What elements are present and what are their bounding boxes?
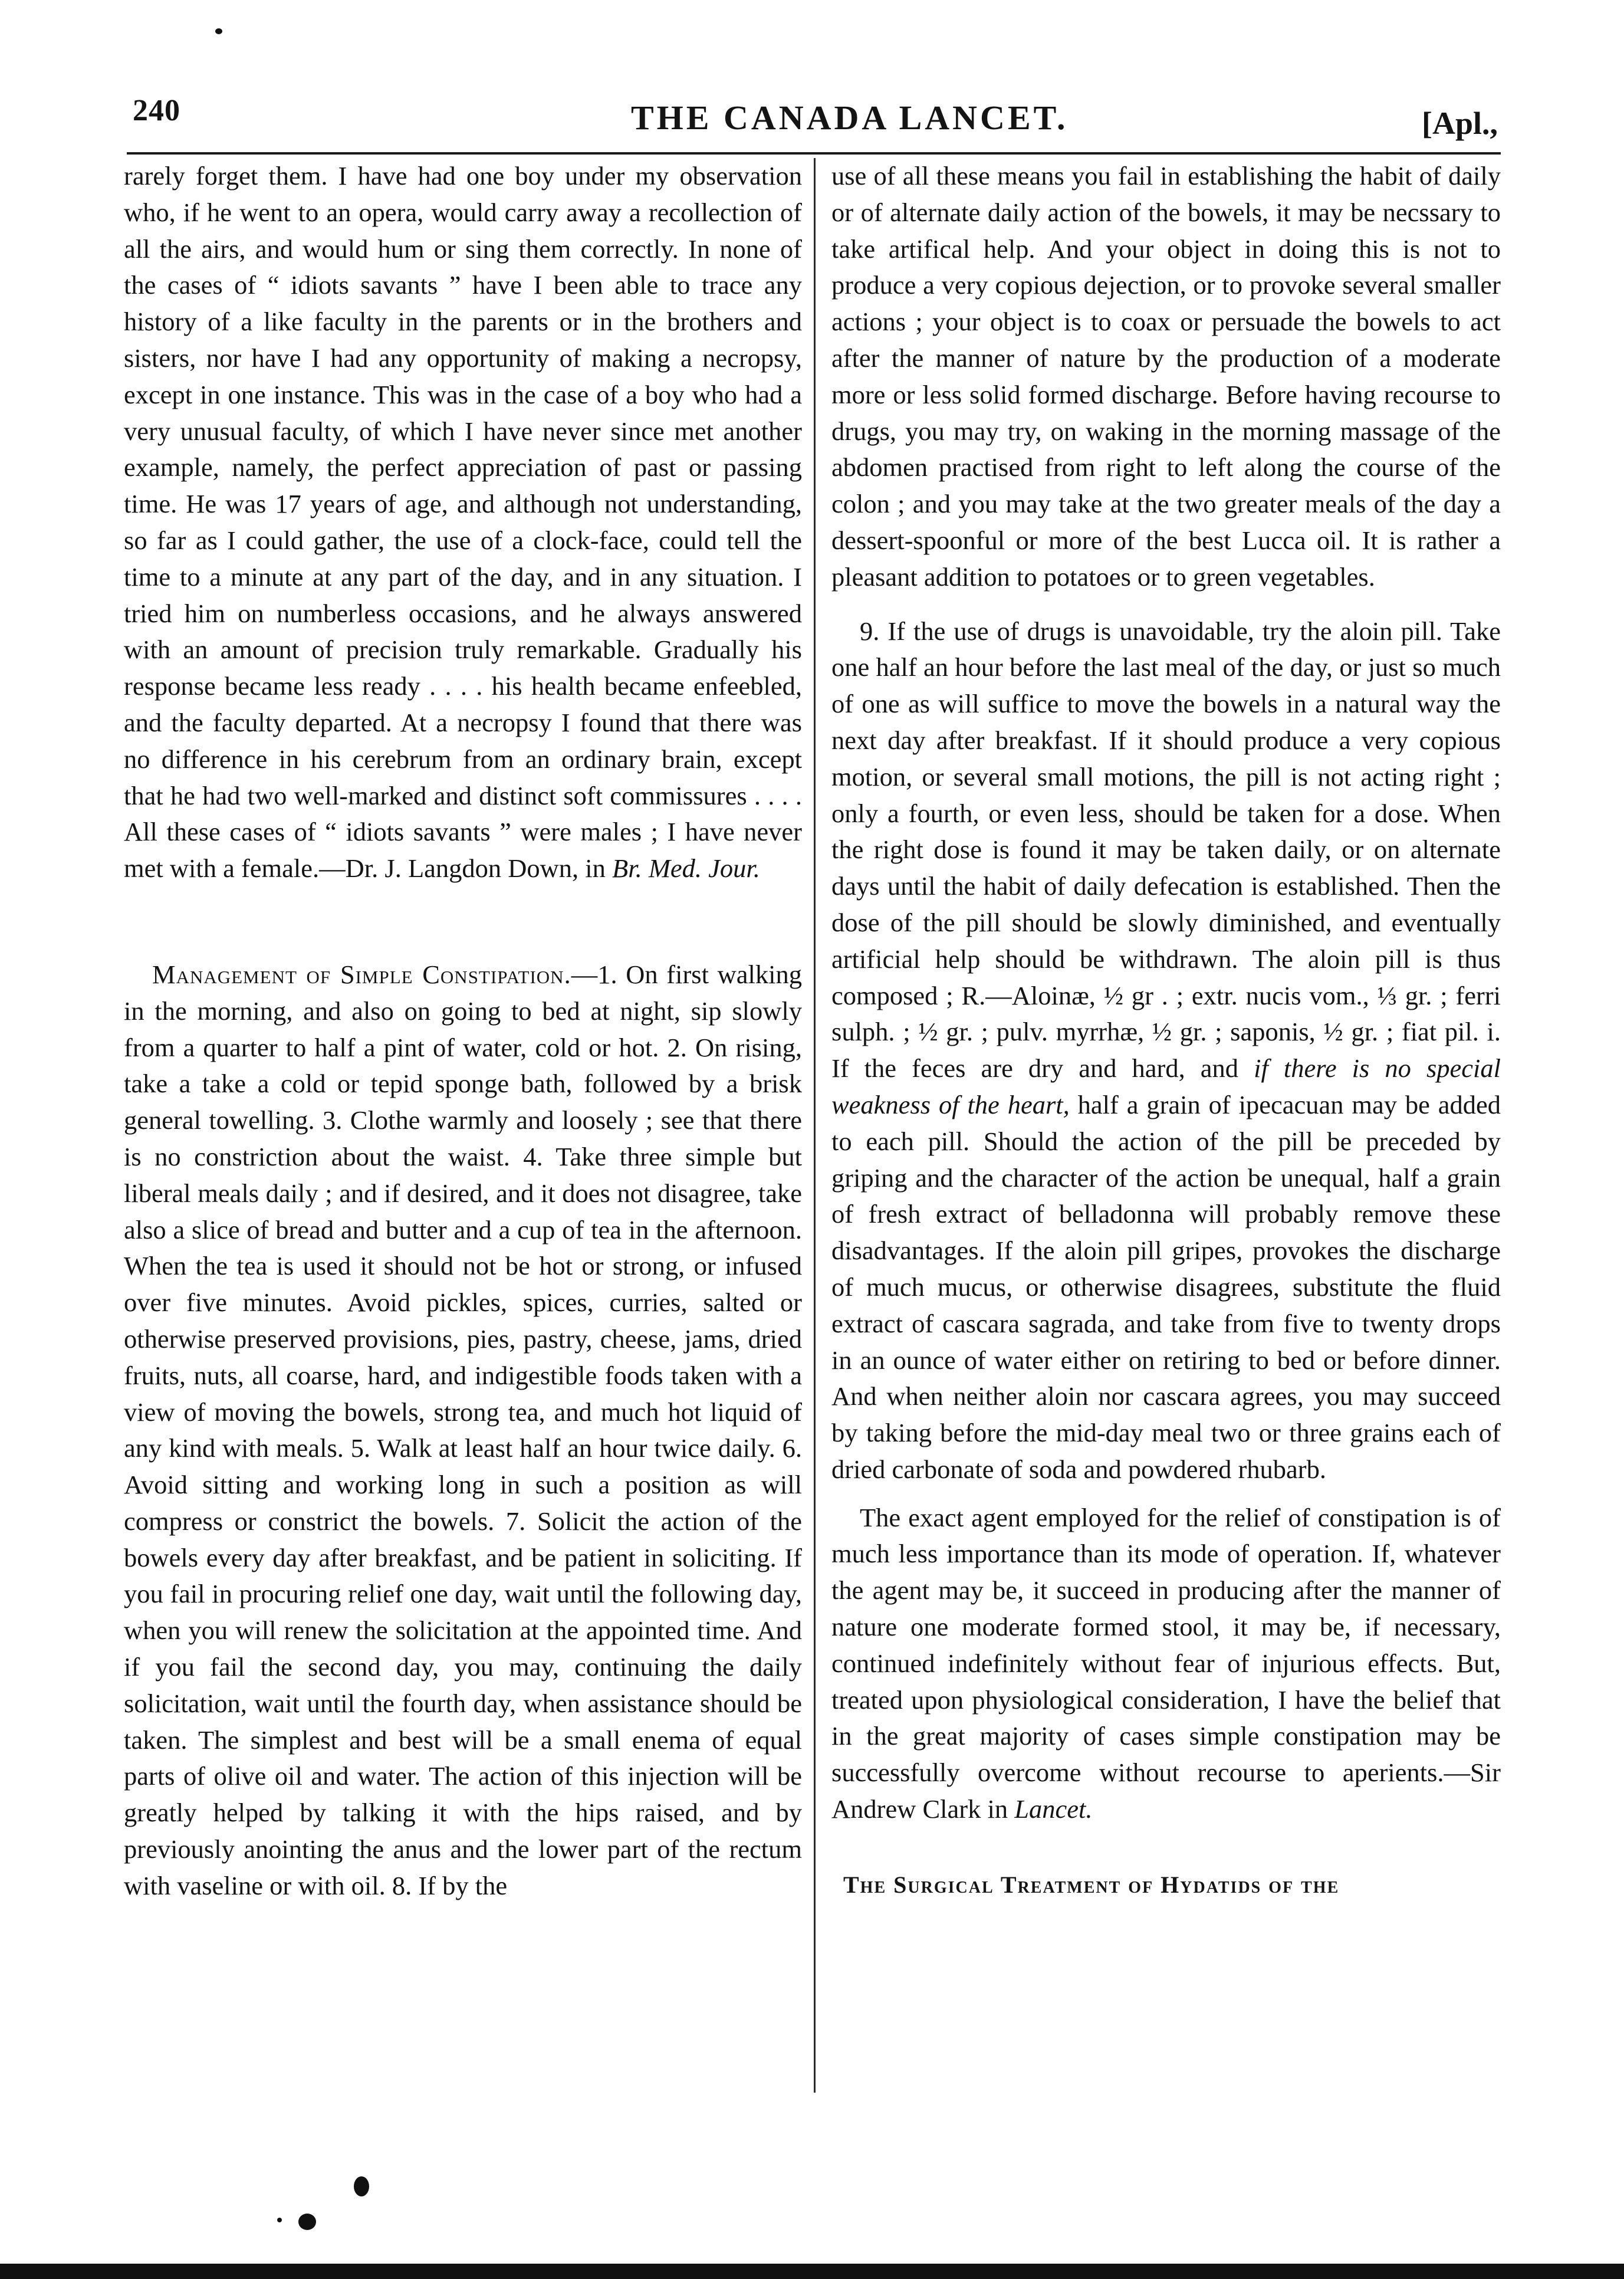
lancet-citation: Lancet. [1014, 1794, 1093, 1824]
constipation-paragraph [124, 957, 802, 1904]
running-title: THE CANADA LANCET. [631, 98, 1069, 137]
right-column [831, 158, 1501, 1903]
aloin-text-b: half a grain of ipecacuan may be added to each pill. Should the action of the pill be preceded by griping and the character of the action be unequal, half a grain of fresh extract of belladonna will probably remove these disadvantages. If the aloin pill gripes, provokes the discharge of much mucus, or otherwise disagrees, substitute the fluid extract of cascara sagrada, and take from five to twenty drops in an ounce of water either on retiring to bed or before dinner. And when neither aloin nor cascara agrees, you may succeed by taking before the mid-day meal two or three grains each of dried carbonate of soda and powdered rhubarb. [831, 1089, 1501, 1484]
next-section-heading: The Surgical Treatment of Hydatids of the [843, 1871, 1340, 1898]
page-number: 240 [133, 94, 180, 127]
italic-phrase: if there is no special weakness of the heart, [831, 1053, 1501, 1119]
conclusion-text: The exact agent employed for the relief of constipation is of much less importance than its mode of operation. If, whatever the agent may be, it succeed in producing after the manner of nature one moderate formed stool, it may be, if necessary, continued indefinitely without fear of injurious effects. But, treated upon physiological consideration, I have the belief that in the great majority of cases simple constipation may be successfully overcome without recourse to aperients.—Sir Andrew Clark in [831, 1502, 1501, 1824]
idiots-savants-paragraph [124, 158, 802, 887]
paragraph-spacer [831, 1488, 1501, 1500]
aloin-text-a: 9. If the use of drugs is unavoidable, try the aloin pill. Take one half an hour before the last meal of the day, or just so much of one as will suffice to move the bowels in a natural way the next day after breakfast. If it should produce a very copious motion, or several small motions, the pill is not acting right ; only a fourth, or even less, should be taken for a dose. When the right dose is found it may be taken daily, or on alternate days until the habit of daily defecation is established. Then the dose of the pill should be slowly diminished, and eventually artificial help should be withdrawn. The aloin pill is thus composed ; R.—Aloinæ, ½ gr . ; extr. nucis vom., ⅓ gr. ; ferri sulph. ; ½ gr. ; pulv. myrrhæ, ½ gr. ; saponis, ½ gr. ; fiat pil. i. If the feces are dry and hard, and [831, 616, 1501, 1083]
idiots-savants-text: rarely forget them. I have had one boy under my observation who, if he went to an opera, would carry away a recollection of all the airs, and would hum or sing them correctly. In none of the cases of “ idiots savants ” have I been able to trace any history of a like faculty in the parents or in the brothers and sisters, nor have I had any opportunity of making a necropsy, except in one instance. This was in the case of a boy who had a very unusual faculty, of which I have never since met another example, namely, the perfect appreciation of past or passing time. He was 17 years of age, and although not understanding, so far as I could gather, the use of a clock-face, could tell the time to a minute at any part of the day, and in any situation. I tried him on numberless occasions, and he always answered with an amount of precision truly remarkable. Gradually his response became less ready . . . . his health became enfeebled, and the faculty departed. At a necropsy I found that there was no difference in his cerebrum from an ordinary brain, except that he had two well-marked and distinct soft commissures . . . . All these cases of “ idiots savants ” were males ; I have never met with a female.—Dr. J. Langdon Down, in [124, 161, 802, 884]
section-spacer [831, 1828, 1501, 1867]
ink-speck [354, 2176, 369, 2196]
source-citation: Br. Med. Jour. [612, 853, 760, 884]
aloin-pill-paragraph [831, 613, 1501, 1488]
column-divider [814, 158, 816, 2093]
constipation-text: —1. On first walking in the morning, and also on going to bed at night, sip slowly from a quarter to half a pint of water, cold or hot. 2. On rising, take a take a cold or tepid sponge bath, followed by a brisk general towelling. 3. Clothe warmly and loosely ; see that there is no constriction about the waist. 4. Take three simple but liberal meals daily ; and if desired, and it does not disagree, take also a slice of bread and butter and a cup of tea in the afternoon. When the tea is used it should not be hot or strong, or infused over five minutes. Avoid pickles, spices, curries, salted or otherwise preserved provisions, pies, pastry, cheese, jams, dried fruits, nuts, all coarse, hard, and indigestible foods taken with a view of moving the bowels, strong tea, and much hot liquid of any kind with meals. 5. Walk at least half an hour twice daily. 6. Avoid sitting and working long in such a position as will compress or constrict the bowels. 7. Solicit the action of the bowels every day after breakfast, and be patient in soliciting. If you fail in procuring relief one day, wait until the following day, when you will renew the solicitation at the appointed time. And if you fail the second day, you may, continuing the daily solicitation, wait until the fourth day, when assistance should be taken. The simplest and best will be a small enema of equal parts of olive oil and water. The action of this injection will be greatly helped by talking it with the hips raised, and by previously anointing the anus and the lower part of the rectum with vaseline or with oil. 8. If by the [124, 959, 802, 1900]
section-spacer [124, 887, 802, 957]
issue-month: [Apl., [1421, 106, 1498, 141]
ink-speck [215, 28, 222, 34]
scan-bottom-edge [0, 2264, 1624, 2279]
ink-speck [277, 2218, 282, 2222]
page-header [127, 87, 1501, 152]
paragraph-spacer [831, 596, 1501, 613]
header-rule [127, 152, 1501, 155]
ink-speck [298, 2214, 316, 2230]
section-heading: Management of Simple Constipation. [152, 959, 571, 989]
left-column [124, 158, 802, 1904]
continued-paragraph: use of all these means you fail in establishing the habit of daily or of alternate daily action of the bowels, it may be necssary to take artifical help. And your object in doing this is not to produce a very copious dejection, or to provoke several smaller actions ; your object is to coax or persuade the bowels to act after the manner of nature by the production of a moderate more or less solid formed discharge. Before having recourse to drugs, you may try, on waking in the morning massage of the abdomen practised from right to left along the course of the colon ; and you may take at the two greater meals of the day a dessert-spoonful or more of the best Lucca oil. It is rather a pleasant addition to potatoes or to green vegetables. [831, 161, 1501, 592]
conclusion-paragraph [831, 1500, 1501, 1828]
